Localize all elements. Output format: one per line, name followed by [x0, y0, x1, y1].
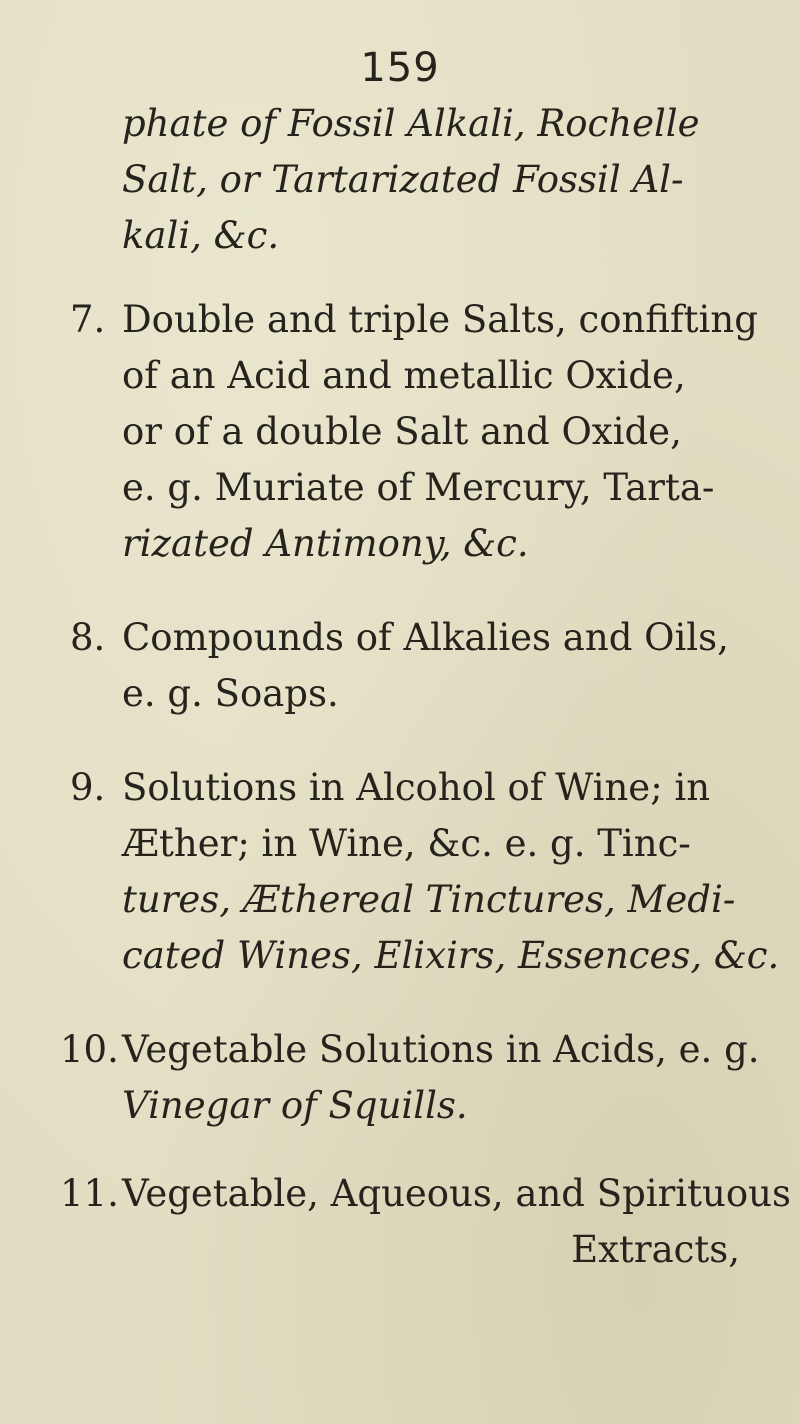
- entry-line: tures, Æthereal Tinctures, Medi-: [122, 878, 736, 921]
- entry-line: or of a double Salt and Oxide,: [122, 410, 682, 453]
- continuation-line: Salt, or Tartarizated Fossil Al-: [122, 158, 684, 201]
- entry-number: 10.: [60, 1028, 119, 1071]
- catchword: Extracts,: [571, 1228, 740, 1271]
- entry-number: 7.: [70, 298, 106, 341]
- entry-number: 11.: [60, 1172, 119, 1215]
- entry-line: Compounds of Alkalies and Oils,: [122, 616, 729, 659]
- entry-number: 9.: [70, 766, 106, 809]
- entry-line: Vegetable, Aqueous, and Spirituous: [122, 1172, 791, 1215]
- entry-line: Æther; in Wine, &c. e. g. Tinc-: [122, 822, 691, 865]
- page-number: 159: [360, 45, 440, 91]
- entry-line: cated Wines, Elixirs, Essences, &c.: [122, 934, 780, 977]
- entry-line: Double and triple Salts, confifting: [122, 298, 758, 341]
- entry-line: Vegetable Solutions in Acids, e. g.: [122, 1028, 760, 1071]
- entry-line: rizated Antimony, &c.: [122, 522, 529, 565]
- entry-line: Vinegar of Squills.: [122, 1084, 468, 1127]
- entry-number: 8.: [70, 616, 106, 659]
- continuation-line: phate of Fossil Alkali, Rochelle: [122, 102, 700, 145]
- continuation-line: kali, &c.: [122, 214, 280, 257]
- entry-line: e. g. Muriate of Mercury, Tarta-: [122, 466, 715, 509]
- entry-line: e. g. Soaps.: [122, 672, 339, 715]
- entry-line: of an Acid and metallic Oxide,: [122, 354, 686, 397]
- entry-line: Solutions in Alcohol of Wine; in: [122, 766, 711, 809]
